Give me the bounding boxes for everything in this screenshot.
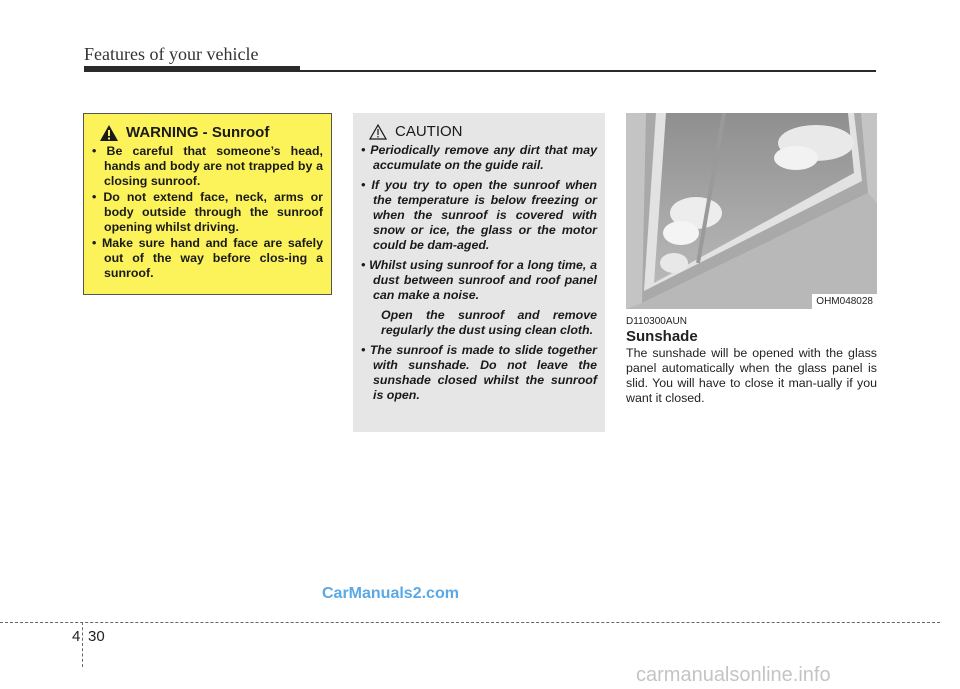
watermark-link[interactable]: CarManuals2.com [322, 585, 459, 602]
header-rule [84, 70, 876, 72]
page-number: 30 [88, 628, 105, 645]
caution-item-continued: Open the sunroof and remove regularly the dust using clean cloth. [381, 308, 597, 337]
caution-heading [369, 123, 597, 140]
warning-icon [100, 125, 118, 141]
warning-heading [100, 124, 323, 141]
warning-item: • Make sure hand and face are safely out of the way before clos-ing a sunroof. [92, 236, 323, 281]
page-header-title: Features of your vehicle [84, 44, 259, 64]
caution-box [353, 113, 605, 432]
warning-list [92, 144, 323, 281]
caution-heading-text: CAUTION [395, 123, 463, 140]
warning-item: • Do not extend face, neck, arms or body outside through the sunroof opening whilst driving. [92, 190, 323, 235]
watermark-text: carmanualsonline.info [636, 664, 831, 686]
warning-box [83, 113, 332, 295]
caution-item: • Periodically remove any dirt that may accumulate on the guide rail. [361, 143, 597, 173]
caution-item: • Whilst using sunroof for a long time, a dust between sunroof and roof panel can make a noise. [361, 258, 597, 303]
chapter-number: 4 [72, 628, 81, 645]
figure-code-label: OHM048028 [812, 294, 877, 309]
warning-heading-text: WARNING - Sunroof [126, 124, 270, 141]
caution-item: • The sunroof is made to slide together with sunshade. Do not leave the sunshade closed whilst the sunroof is open. [361, 343, 597, 403]
warning-item: • Be careful that someone’s head, hands and body are not trapped by a closing sunroof. [92, 144, 323, 189]
footer-divider [0, 622, 940, 623]
footer-vertical-divider [82, 622, 83, 667]
sunroof-illustration [626, 113, 877, 309]
caution-item: • If you try to open the sunroof when the temperature is below freezing or when the sunroof is covered with snow or ice, the glass or the motor could be dam-aged. [361, 178, 597, 253]
caution-icon [369, 124, 387, 140]
section-title: Sunshade [626, 328, 698, 345]
section-code: D110300AUN [626, 316, 687, 327]
section-body: The sunshade will be opened with the glass panel automatically when the glass panel is slid. You will have to close it man-ually if you want it closed. [626, 346, 877, 405]
sunroof-drawing [626, 113, 877, 309]
caution-list [361, 143, 597, 403]
